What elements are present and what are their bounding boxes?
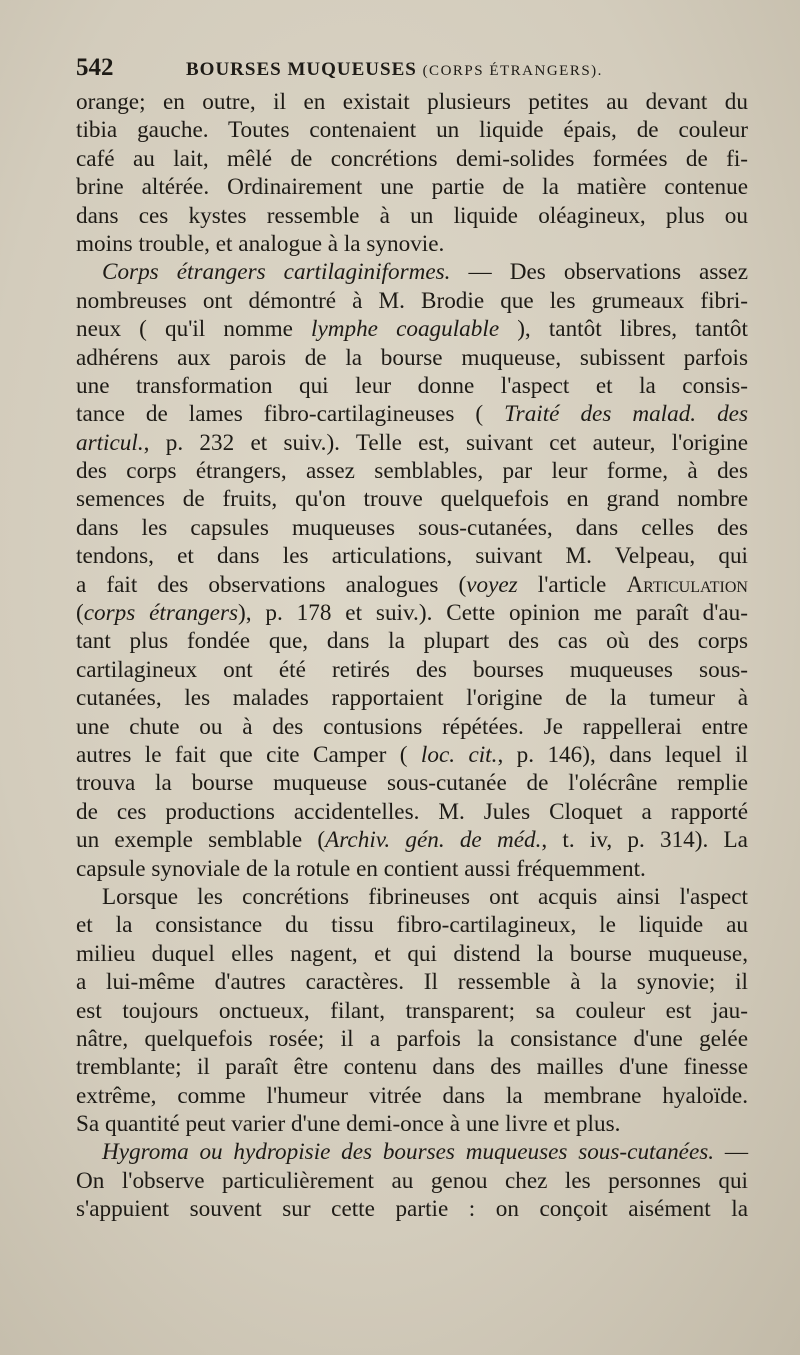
text-line: trouva la bourse muqueuse sous-cutanée de l'olécrâne remplie [76,770,748,797]
text-line: articul., p. 232 et suiv.). Telle est, suivant cet auteur, l'origine [76,429,748,456]
text-line: a lui-même d'autres caractères. Il ressemble à la synovie; il [76,969,748,996]
section-heading: Hygroma ou hydropisie des bourses muqueuses sous-cutanées. [102,1139,715,1166]
section-heading-line: Corps étrangers cartilaginiformes. — Des observations assez [102,259,748,286]
text-line: s'appuient souvent sur cette partie : on conçoit aisément la [76,1196,748,1223]
body-text [76,88,748,1224]
text-line: Lorsque les concrétions fibrineuses ont acquis ainsi l'aspect [102,883,748,910]
section-heading: Corps étrangers cartilaginiformes. [102,259,451,286]
text-line: semences de fruits, qu'on trouve quelquefois en grand nombre [76,486,748,513]
running-head-subtitle: (CORPS ÉTRANGERS). [422,63,603,79]
text-line: dans les capsules muqueuses sous-cutanées, dans celles des [76,514,748,541]
text-line: tendons, et dans les articulations, suivant M. Velpeau, qui [76,543,748,570]
running-head [186,59,603,81]
text-line: extrême, comme l'humeur vitrée dans la membrane hyaloïde. [76,1082,748,1109]
text-line: capsule synoviale de la rotule en contient aussi fréquemment. [76,855,646,882]
text-line: tremblante; il paraît être contenu dans des mailles d'une finesse [76,1054,748,1081]
text-line: de ces productions accidentelles. M. Jules Cloquet a rapporté [76,798,748,825]
text-line: tant plus fondée que, dans la plupart des cas où des corps [76,628,748,655]
text-line: On l'observe particulièrement au genou chez les personnes qui [76,1167,748,1194]
text-line: Sa quantité peut varier d'une demi-once à une livre et plus. [76,1111,621,1138]
text-line: dans ces kystes ressemble à un liquide oléagineux, plus ou [76,202,748,229]
text-line: cartilagineux ont été retirés des bourses muqueuses sous- [76,656,748,683]
text-line: moins trouble, et analogue à la synovie. [76,230,445,257]
text-line: est toujours onctueux, filant, transparent; sa couleur est jau- [76,997,748,1024]
text-line: des corps étrangers, assez semblables, par leur forme, à des [76,458,748,485]
text-line: neux ( qu'il nomme lymphe coagulable ), tantôt libres, tantôt [76,316,748,343]
section-heading-line: Hygroma ou hydropisie des bourses muqueuses sous-cutanées. — [102,1139,749,1166]
text-line: a fait des observations analogues (voyez l'article Articulation [76,571,748,598]
text-line: tance de lames fibro-cartilagineuses ( Traité des malad. des [76,401,748,428]
text-line: tibia gauche. Toutes contenaient un liquide épais, de couleur [76,117,748,144]
text-line: une chute ou à des contusions répétées. Je rappellerai entre [76,713,748,740]
page-header [76,54,756,84]
text-line: et la consistance du tissu fibro-cartilagineux, le liquide au [76,912,748,939]
page-number: 542 [76,54,114,81]
text-line: nâtre, quelquefois rosée; il a parfois la consistance d'une gelée [76,1025,748,1052]
text-line: adhérens aux parois de la bourse muqueuse, subissent parfois [76,344,748,371]
text-line: nombreuses ont démontré à M. Brodie que les grumeaux fibri- [76,287,748,314]
text-line: un exemple semblable (Archiv. gén. de méd., t. iv, p. 314). La [76,827,748,854]
text-line: café au lait, mêlé de concrétions demi-solides formées de fi- [76,145,748,172]
text-line: milieu duquel elles nagent, et qui distend la bourse muqueuse, [76,940,748,967]
text-line: orange; en outre, il en existait plusieurs petites au devant du [76,89,748,115]
text-line: autres le fait que cite Camper ( loc. cit., p. 146), dans lequel il [76,741,748,768]
running-head-title: BOURSES MUQUEUSES [186,59,417,80]
text-line: cutanées, les malades rapportaient l'origine de la tumeur à [76,685,748,712]
text-line: brine altérée. Ordinairement une partie de la matière contenue [76,174,748,201]
text-line: une transformation qui leur donne l'aspect et la consis- [76,372,748,399]
text-line: (corps étrangers), p. 178 et suiv.). Cette opinion me paraît d'au- [76,600,748,627]
